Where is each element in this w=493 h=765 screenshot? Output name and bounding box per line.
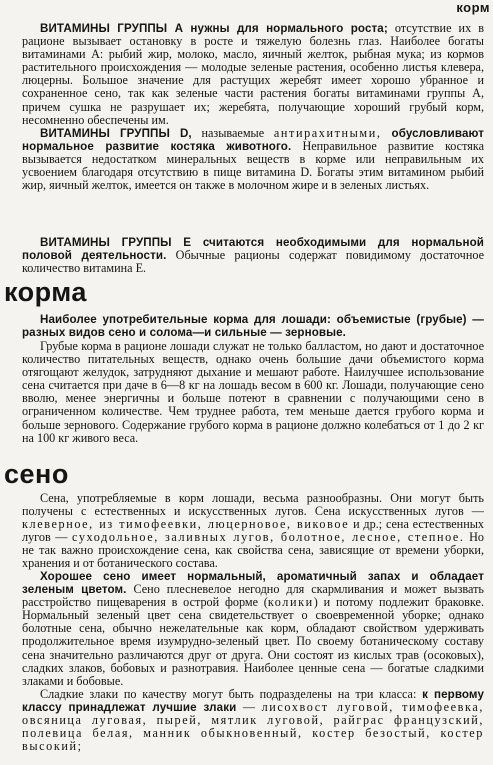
vitamin-a-lead: ВИТАМИНЫ ГРУППЫ А нужны для нормального роста; [40, 22, 388, 35]
vitamin-d-text: Неправильное развитие костяка вызывается недостатком минеральных веществ в корме или неправильным их усвоением благодаря отсутствию в пище витамина D. Богаты этим витамином рыбий жир, яичный желток, имеется он также в молочном жире и в зеленых листьях. [22, 139, 484, 193]
section-heading-korma: корма [4, 277, 87, 307]
seno-p1-c: и др.; сена естественных лугов — [22, 517, 484, 545]
seno-p2-lead: Хорошее сено имеет нормальный, ароматичный запах и обладает зеленым цветом. [22, 570, 484, 597]
vitamin-e-lead: ВИТАМИНЫ ГРУППЫ Е считаются необходимыми для нормальной половой деятельности. [22, 236, 484, 263]
seno-p2-a: Сено плесневелое негодно для скармливания и может вызвать расстройство пищеварения в острой форме ( [22, 582, 484, 610]
seno-paragraph-2 [22, 570, 484, 688]
seno-paragraph-3 [22, 688, 484, 753]
vitamin-d-spaced: антирахитными, [273, 126, 382, 140]
vitamin-a-text: отсутствие их в рационе вызывает остановку в росте и тяжелую болезнь глаз. Наиболее богаты витаминами А: рыбий жир, молоко, масло, яичный желток, рыбная мука; из кормов растительного происхождения — молодые зеленые растения, особенно листья клевера, люцерны. Большое значение для растущих жеребят имеет хорошо убранное и сохраненное сено, так как зеленые части растения богаты витаминами группы А, причем сушка не разрушает их; жеребята, получающие хороший грубый корм, несомненно обеспечены им. [22, 21, 484, 127]
korma-lead: Наиболее употребительные корма для лошади: объемистые (грубые) — разных видов сено и солома—и сильные — зерновые. [22, 313, 484, 340]
seno-p1-b: клеверное, из тимофеевки, люцерновое, виковое [22, 517, 350, 532]
vitamin-a-paragraph [22, 22, 484, 127]
running-head: корм [456, 0, 490, 15]
vitamin-d-mid: называемые [191, 126, 274, 140]
vitamin-e-text: Обычные рационы содержат повидимому достаточное количество витамина Е. [22, 248, 484, 276]
seno-paragraph-1 [22, 492, 484, 571]
korma-lead-paragraph [22, 313, 484, 339]
seno-p3-a: Сладкие злаки по качеству могут быть подразделены на три класса: [40, 687, 423, 701]
seno-p3-b: — [236, 700, 262, 715]
seno-p2-b: колики [267, 595, 314, 610]
seno-p3-c: лисохвост луговой, тимофеевка, овсяница луговая, пырей, мятлик луговой, райграс французский, полевица белая, манник обыкновенный, костер безостый, костер высокий; [22, 700, 484, 754]
vitamin-d-lead2: обусловливают нормальное развитие костяка животного. [22, 127, 484, 154]
vitamin-d-lead: ВИТАМИНЫ ГРУППЫ D, [40, 127, 192, 140]
seno-p1-a: Сена, употребляемые в корм лошади, весьма разнообразны. Они могут быть получены с естественных и искусственных лугов. Сена искусственных лугов — [22, 491, 484, 519]
seno-p1-e: Но не так важно происхождение сена, как свойства сена, зависящие от времени уборки, хранения и от ботанического состава. [22, 530, 484, 571]
section-heading-seno: сено [4, 459, 69, 489]
seno-p3-lead: к первому классу принадлежат лучшие злаки [22, 688, 484, 715]
korma-paragraph [22, 340, 484, 445]
vitamin-e-paragraph [22, 236, 484, 275]
seno-p2-c: ) и потому подлежит браковке. Нормальный зеленый цвет сена свидетельствует о своевременной уборке; однако болотные сена, обычно нежелательные как корм, обладают свойством удерживать продолжительное время изумрудно-зеленый цвет. По своему ботаническому составу сена значительно различаются друг от друга. Они состоят из кислых трав (осоковых), сладких злаков, бобовых и разнотравия. Наиболее ценные сена — богатые сладкими злаками и бобовые. [22, 595, 484, 688]
seno-p1-d: суходольное, заливных лугов, болотное, лесное, степное. [71, 530, 465, 545]
vitamin-d-paragraph [22, 127, 484, 192]
korma-text: Грубые корма в рационе лошади служат не только балластом, но дают и достаточное количество питательных веществ, однако очень большие дачи объемистого корма отягощают желудок, затрудняют дыхание и мешают работе. Наилучшее использование сена считается при даче в 6—8 кг на лошадь весом в 600 кг. Лошади, получающие сено вволю, менее энергичны и больше потеют в сравнении с получающими сено в ограниченном количестве. Чем труднее работа, тем меньше дается грубого корма и больше зернового. Содержание грубого корма в рационе должно колебаться от 1 до 2 кг на 100 кг живого веса. [22, 339, 484, 445]
